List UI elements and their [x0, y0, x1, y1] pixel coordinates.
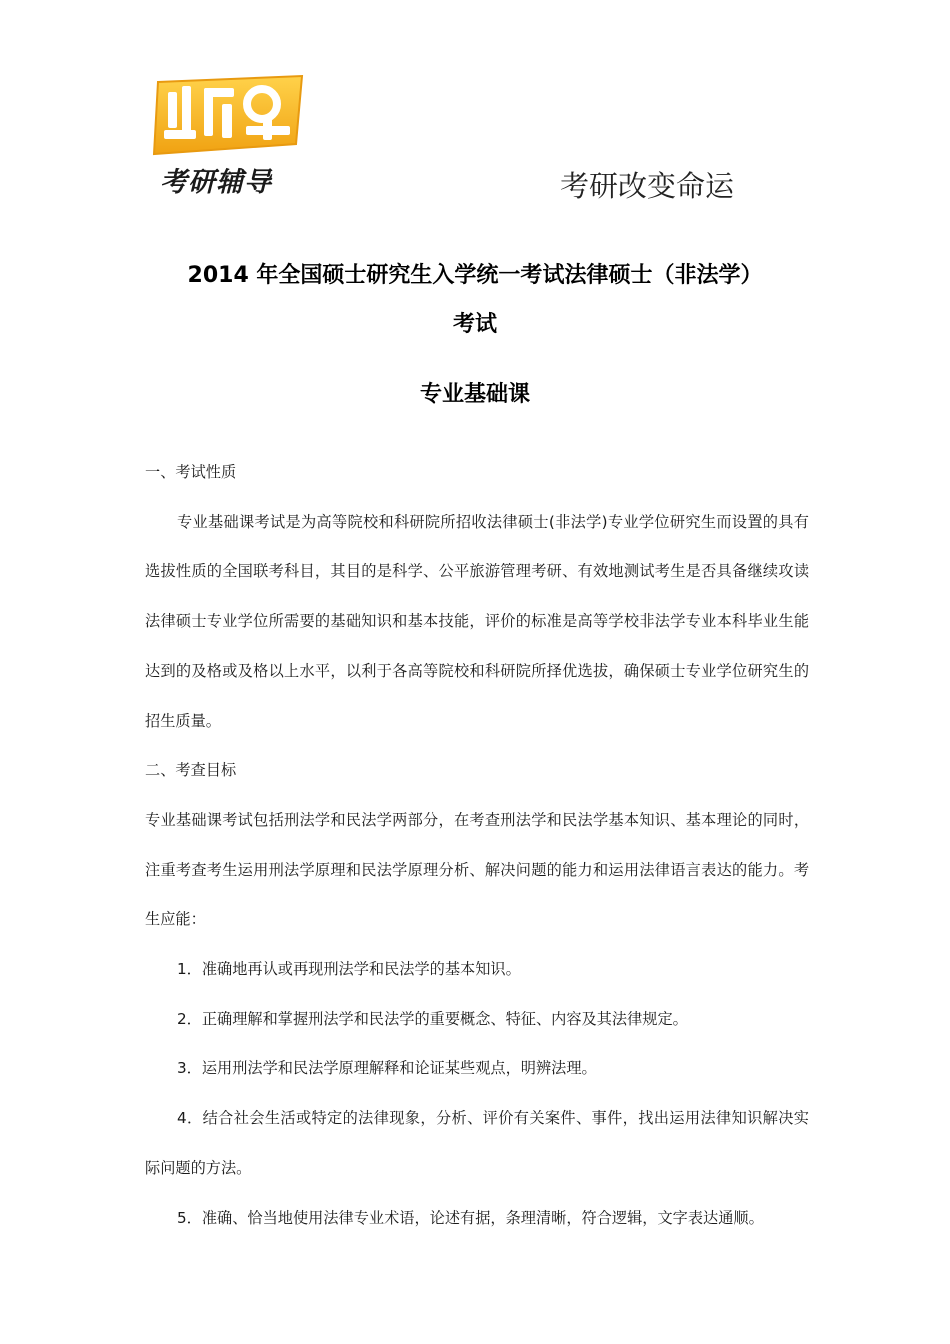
list-item: 5．准确、恰当地使用法律专业术语，论述有据，条理清晰，符合逻辑，文字表达通顺。: [177, 1208, 764, 1227]
logo-emblem: [150, 74, 310, 158]
list-item: 4．结合社会生活或特定的法律现象，分析、评价有关案件、事件，找出运用法律知识解决实际问题的方法。: [145, 1109, 809, 1177]
document-body: [145, 448, 809, 1243]
section-heading-nature: 一、考试性质: [145, 463, 237, 481]
section-paragraph-goals: 专业基础课考试包括刑法学和民法学两部分，在考查刑法学和民法学基本知识、基本理论的同时，注重考查考生运用刑法学原理和民法学原理分析、解决问题的能力和运用法律语言表达的能力。考生应能：: [145, 810, 809, 929]
list-item: 1．准确地再认或再现刑法学和民法学的基本知识。: [177, 960, 521, 979]
list-item: 3．运用刑法学和民法学原理解释和论证某些观点，明辨法理。: [177, 1059, 597, 1078]
document-subtitle: 专业基础课: [419, 382, 530, 407]
list-item: 2．正确理解和掌握刑法学和民法学的重要概念、特征、内容及其法律规定。: [177, 1009, 688, 1028]
section-paragraph-nature: 专业基础课考试是为高等院校和科研院所招收法律硕士(非法学)专业学位研究生而设置的具有选拔性质的全国联考科目，其目的是科学、公平旅游管理考研、有效地测试考生是否具备继续攻读法律硕士专业学位所需要的基础知识和基本技能，评价的标准是高等学校非法学专业本科毕业生能达到的及格或及格以上水平，以利于各高等院校和科研院所择优选拔，确保硕士专业学位研究生的招生质量。: [145, 512, 809, 730]
brand-logo: [150, 74, 310, 204]
section-heading-goals: 二、考查目标: [145, 761, 237, 780]
slogan: 考研改变命运: [560, 169, 735, 203]
document-title-line1: 2014 年全国硕士研究生入学统一考试法律硕士（非法学）: [187, 263, 763, 288]
logo-subtitle: 考研辅导: [160, 167, 272, 198]
document-title-line2: 考试: [452, 312, 497, 337]
